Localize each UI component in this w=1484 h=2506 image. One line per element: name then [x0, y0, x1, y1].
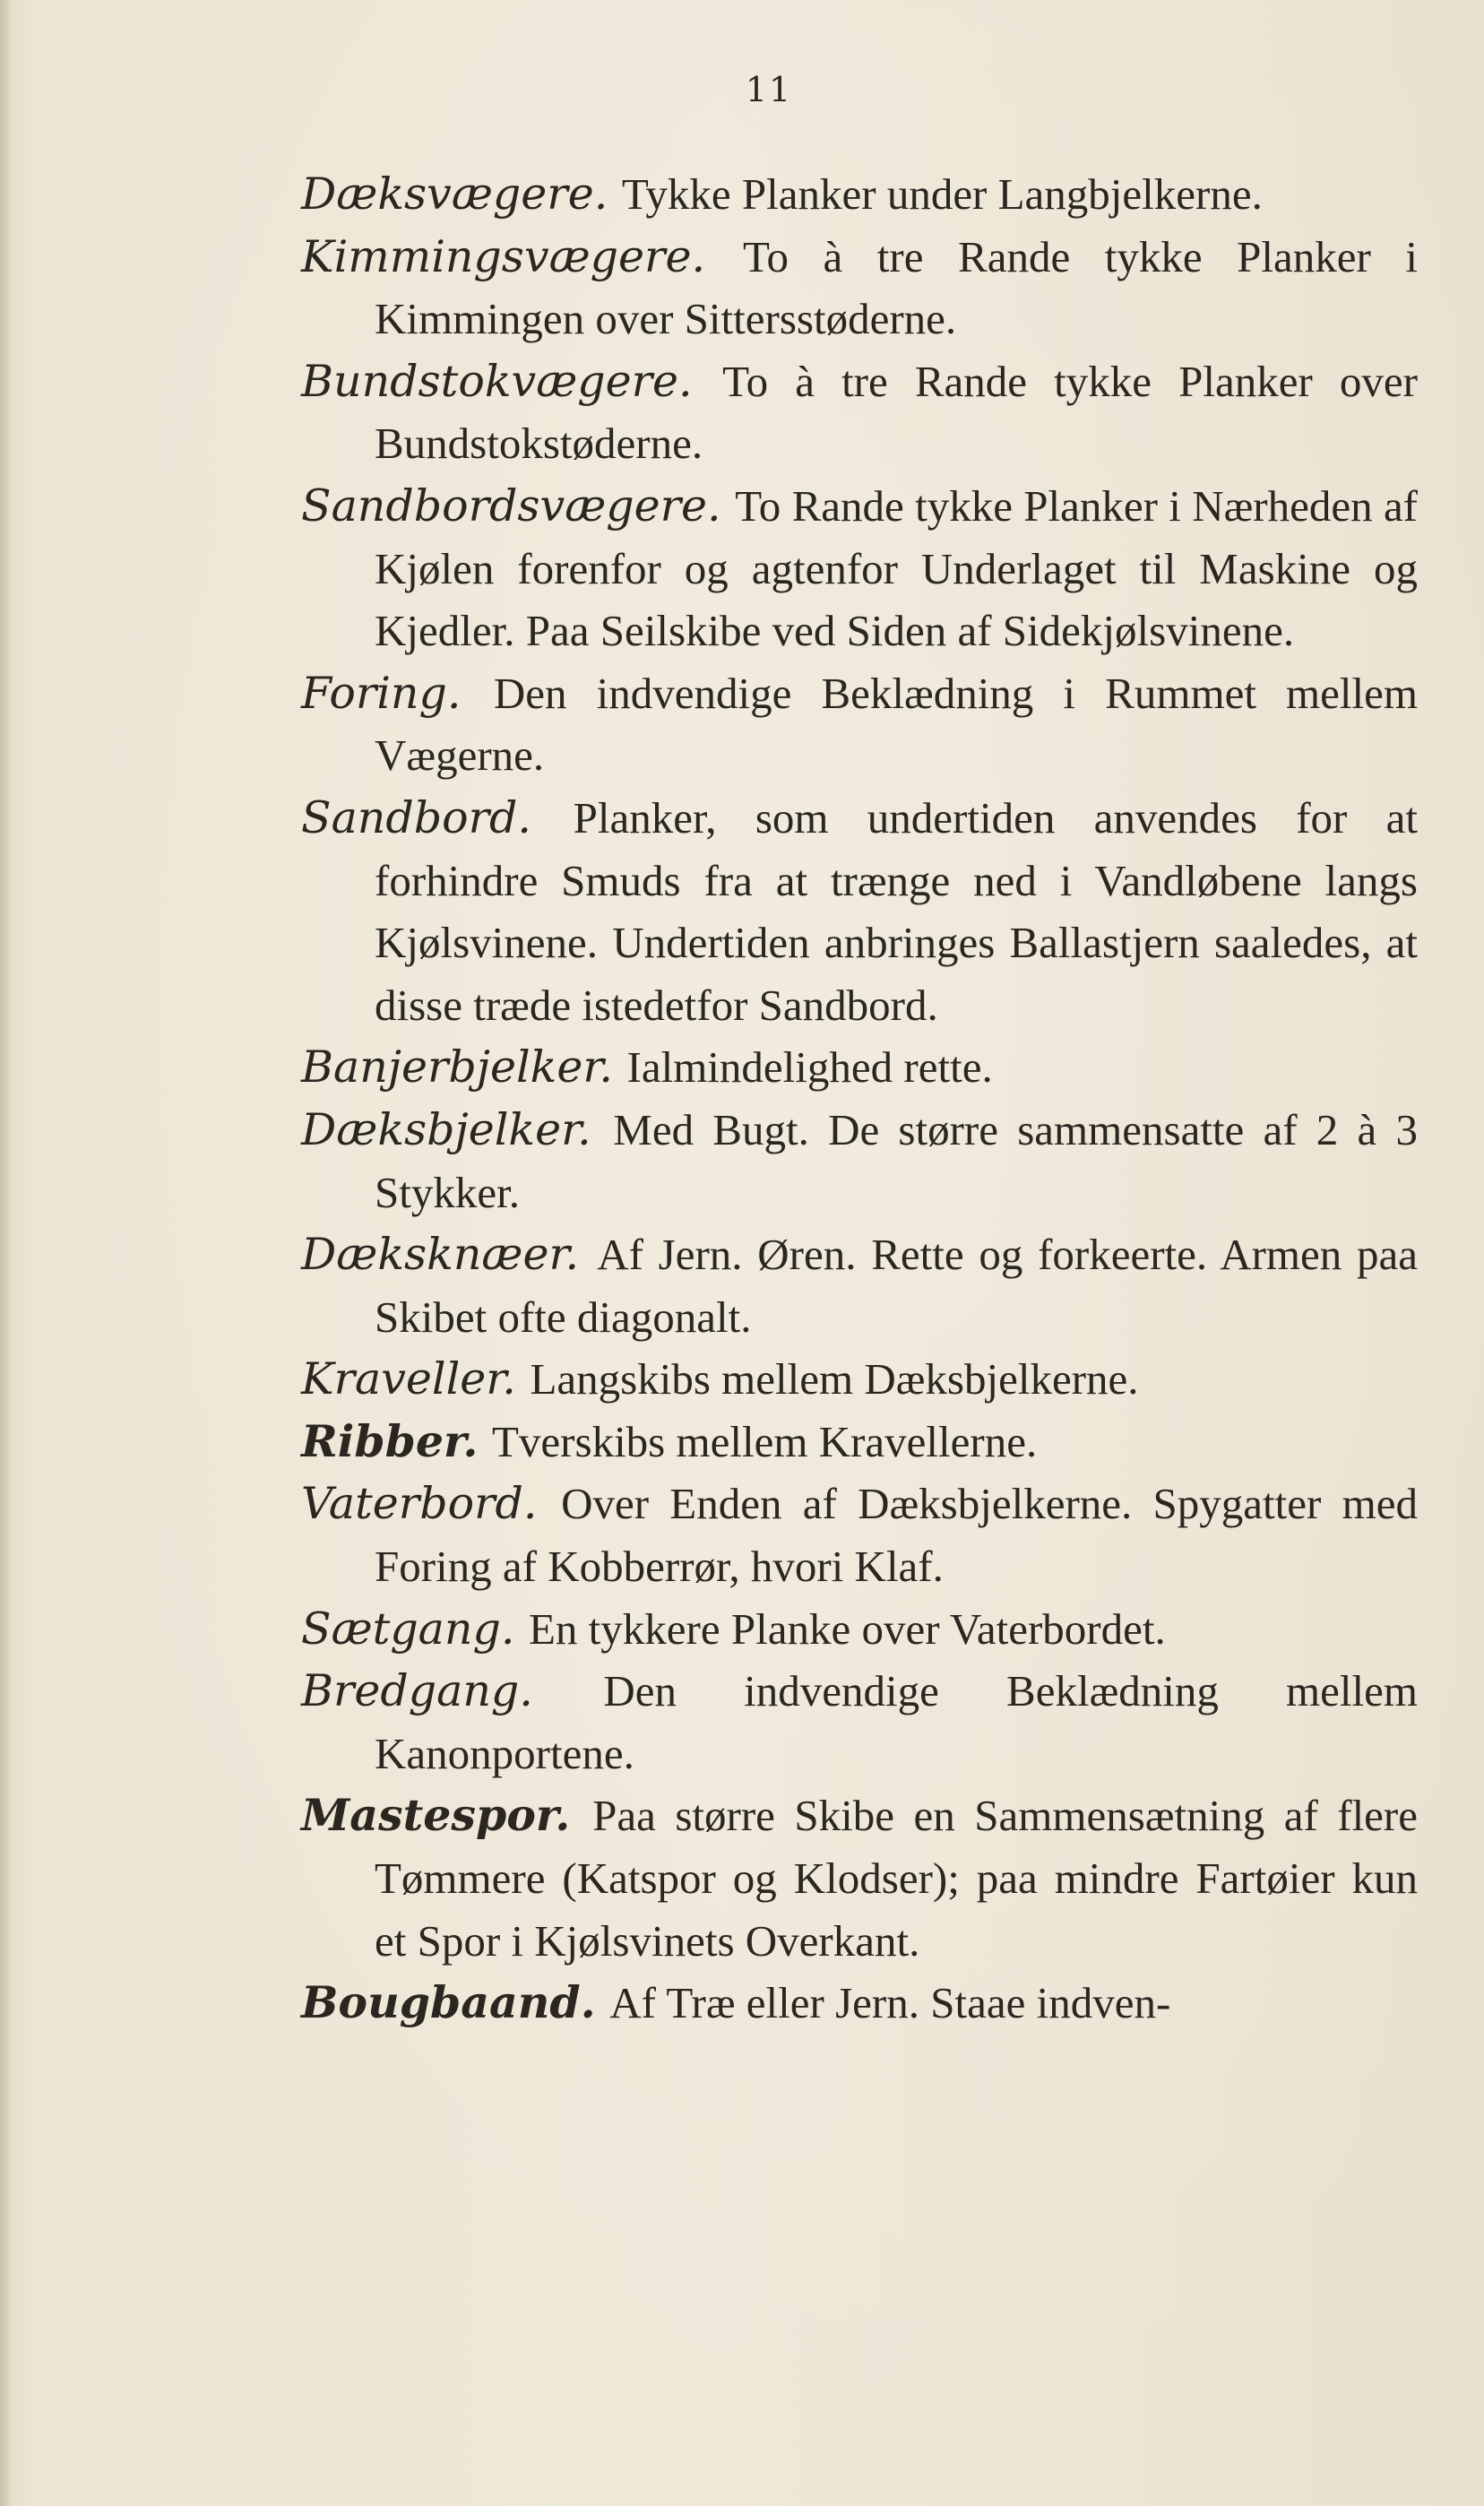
glossary-entry [301, 1784, 1418, 1972]
glossary-entry [301, 1223, 1418, 1348]
entry-term: Sandbordsvægere. [301, 480, 721, 531]
entry-text: Den indvendige Beklædning i Rummet mellem Vægerne. [375, 668, 1418, 781]
glossary-entry [301, 1972, 1418, 2035]
glossary-entry [301, 1411, 1418, 1473]
entry-text: Paa større Skibe en Sammensætning af flere Tømmere (Katspor og Klodser); paa mindre Fartøier kun et Spor i Kjølsvinets Overkant. [375, 1791, 1419, 1966]
entry-term: Kimmingsvægere. [301, 230, 706, 282]
entry-text: To à tre Rande tykke Planker i Kimmingen over Sittersstøderne. [375, 231, 1418, 344]
entry-text: Af Jern. Øren. Rette og forkeerte. Armen paa Skibet ofte diagonalt. [375, 1230, 1419, 1342]
glossary-entry [301, 1660, 1418, 1784]
entry-text: Langskibs mellem Dæksbjelkerne. [530, 1354, 1139, 1404]
glossary-entry [301, 1473, 1418, 1597]
entry-term: Bredgang. [301, 1665, 533, 1717]
entry-term: Mastespor. [301, 1789, 571, 1842]
entry-term: Foring. [301, 667, 462, 719]
entry-term: Bundstokvægere. [301, 355, 693, 407]
entry-term: Vaterbord. [301, 1478, 538, 1530]
entry-term: Dæksbjelker. [301, 1103, 591, 1155]
entry-term: Banjerbjelker. [301, 1041, 613, 1093]
glossary-entries [301, 163, 1418, 2035]
glossary-entry [301, 1036, 1418, 1099]
glossary-entry [301, 1348, 1418, 1411]
entry-text: To à tre Rande tykke Planker over Bundstokstøderne. [375, 356, 1419, 469]
entry-text: To Rande tykke Planker i Nærheden af Kjølen forenfor og agtenfor Underlaget til Maskine og Kjedler. Paa Seilskibe ved Siden af Sidekjølsvinene. [375, 480, 1419, 656]
glossary-entry [301, 475, 1418, 662]
entry-text: Tverskibs mellem Kravellerne. [492, 1416, 1038, 1466]
entry-text: Tykke Planker under Langbjelkerne. [621, 169, 1263, 219]
entry-text: Med Bugt. De større sammensatte af 2 à 3 Stykker. [375, 1104, 1418, 1217]
entry-term: Ribber. [301, 1414, 479, 1467]
entry-term: Bougbaand. [301, 1976, 596, 2029]
entry-term: Sandbord. [301, 791, 531, 843]
entry-text: Den indvendige Beklædning mellem Kanonportene. [375, 1666, 1418, 1778]
glossary-entry [301, 662, 1418, 787]
entry-text: Over Enden af Dæksbjelkerne. Spygatter med Foring af Kobberrør, hvori Klaf. [375, 1479, 1418, 1592]
entry-term: Dæksvægere. [301, 169, 608, 220]
glossary-entry [301, 226, 1418, 350]
glossary-entry [301, 163, 1418, 226]
glossary-entry [301, 350, 1418, 475]
entry-text: En tykkere Planke over Vaterbordet. [528, 1603, 1166, 1654]
entry-term: Kraveller. [301, 1353, 516, 1405]
entry-text: Af Træ eller Jern. Staae indven- [609, 1978, 1171, 2028]
entry-text: Ialmindelighed rette. [626, 1042, 993, 1093]
page-number: 11 [745, 70, 793, 109]
glossary-entry [301, 787, 1418, 1036]
glossary-entry [301, 1598, 1418, 1661]
glossary-entry [301, 1099, 1418, 1223]
binding-edge [0, 0, 13, 2506]
entry-text: Planker, som undertiden anvendes for at forhindre Smuds fra at trænge ned i Vandløbene langs Kjølsvinene. Undertiden anbringes Ballastjern saaledes, at disse træde istedetfor Sandbord. [375, 792, 1419, 1030]
entry-term: Dæksknæer. [301, 1229, 580, 1281]
entry-term: Sætgang. [301, 1603, 515, 1655]
